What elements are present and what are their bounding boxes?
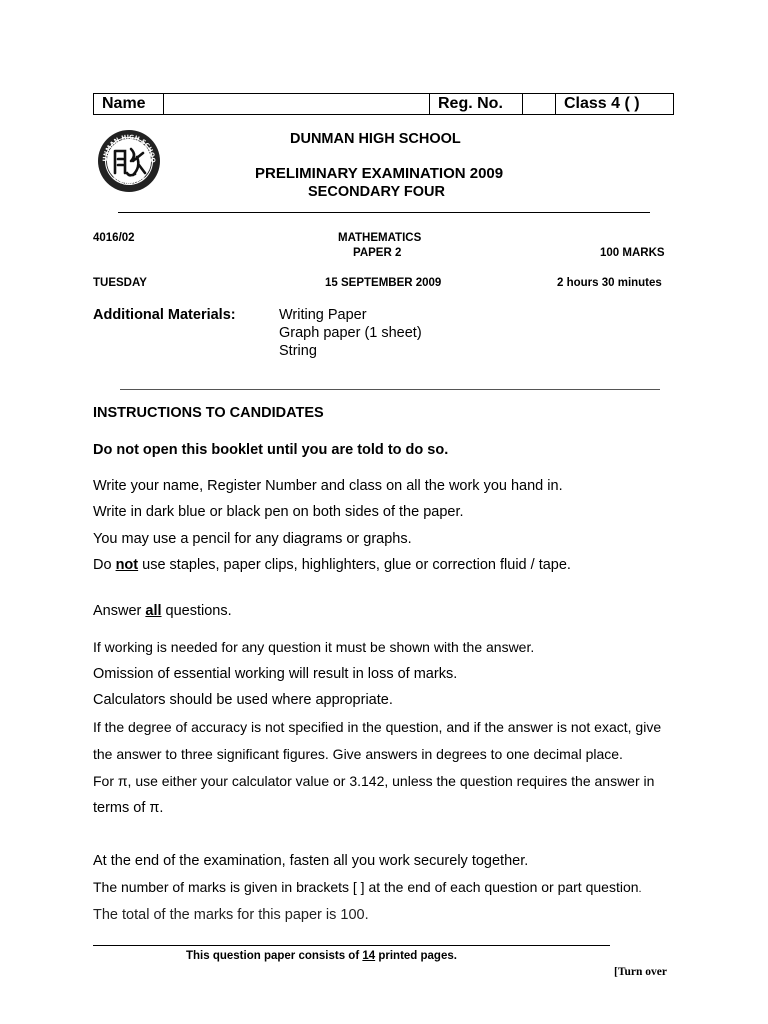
page-count: 14 (362, 950, 376, 962)
exam-level: SECONDARY FOUR (308, 184, 445, 200)
candidate-details-table (93, 93, 674, 115)
instruction-line: For π, use either your calculator value or 3.142, unless the question requires the answer in (93, 773, 655, 789)
instruction-text: Do (93, 557, 116, 573)
name-label: Name (94, 94, 164, 114)
svg-text:SINGAPORE: SINGAPORE (111, 174, 147, 188)
emphasis-all: all (145, 603, 162, 619)
class-label: Class 4 ( ) (564, 95, 640, 112)
material-item: Writing Paper (279, 307, 367, 323)
school-crest-icon (97, 129, 161, 193)
name-field[interactable] (164, 94, 430, 114)
warning-text: Do not open this booklet until you are told to do so. (93, 442, 449, 458)
instruction-line: terms of π. (93, 800, 164, 816)
material-item: Graph paper (1 sheet) (279, 325, 422, 341)
materials-label: Additional Materials: (93, 307, 236, 323)
instruction-text: questions. (161, 603, 232, 619)
instruction-line: Calculators should be used where appropriate. (93, 692, 393, 708)
instruction-line: The total of the marks for this paper is 100. (93, 907, 369, 923)
school-name: DUNMAN HIGH SCHOOL (290, 131, 461, 147)
divider-rule (120, 389, 660, 390)
instruction-line: Write your name, Register Number and class on all the work you hand in. (93, 478, 563, 494)
material-item: String (279, 343, 317, 359)
turn-over-note: [Turn over (614, 966, 667, 978)
exam-date: 15 SEPTEMBER 2009 (325, 277, 442, 289)
exam-duration: 2 hours 30 minutes (557, 277, 662, 289)
instruction-line (93, 557, 571, 573)
instruction-line: If the degree of accuracy is not specified in the question, and if the answer is not exact, give (93, 719, 662, 735)
instructions-heading: INSTRUCTIONS TO CANDIDATES (93, 405, 324, 421)
footer-text: This question paper consists of (186, 950, 363, 962)
emphasis-not: not (115, 557, 139, 573)
divider-rule (93, 945, 610, 946)
paper-code: 4016/02 (93, 232, 135, 244)
instruction-text: Answer (93, 603, 146, 619)
total-marks: 100 MARKS (600, 247, 665, 259)
answer-instruction (93, 603, 232, 619)
instruction-line: If working is needed for any question it must be shown with the answer. (93, 639, 535, 655)
instruction-line: At the end of the examination, fasten all you work securely together. (93, 853, 529, 869)
exam-title: PRELIMINARY EXAMINATION 2009 (255, 165, 504, 182)
paper-number: PAPER 2 (353, 247, 402, 259)
instruction-text: The number of marks is given in brackets [ ] at the end of each question or part question (93, 879, 639, 895)
instruction-line: Write in dark blue or black pen on both sides of the paper. (93, 504, 464, 520)
instruction-line (93, 879, 642, 895)
divider-rule (118, 212, 650, 213)
instruction-text: use staples, paper clips, highlighters, glue or correction fluid / tape. (138, 557, 571, 573)
reg-no-label: Reg. No. (430, 94, 523, 114)
instruction-line: You may use a pencil for any diagrams or graphs. (93, 531, 412, 547)
page-count-note (186, 950, 457, 962)
exam-day: TUESDAY (93, 277, 147, 289)
subject-name: MATHEMATICS (338, 232, 422, 244)
instruction-text: . (638, 883, 642, 895)
reg-no-field[interactable] (523, 94, 556, 114)
instruction-line: the answer to three significant figures. Give answers in degrees to one decimal place. (93, 746, 623, 762)
instruction-line: Omission of essential working will result in loss of marks. (93, 666, 458, 682)
svg-text:DUNMAN HIGH SCHOOL: UNMAN HIGH SCHOO (101, 133, 157, 163)
footer-text: printed pages. (375, 950, 457, 962)
